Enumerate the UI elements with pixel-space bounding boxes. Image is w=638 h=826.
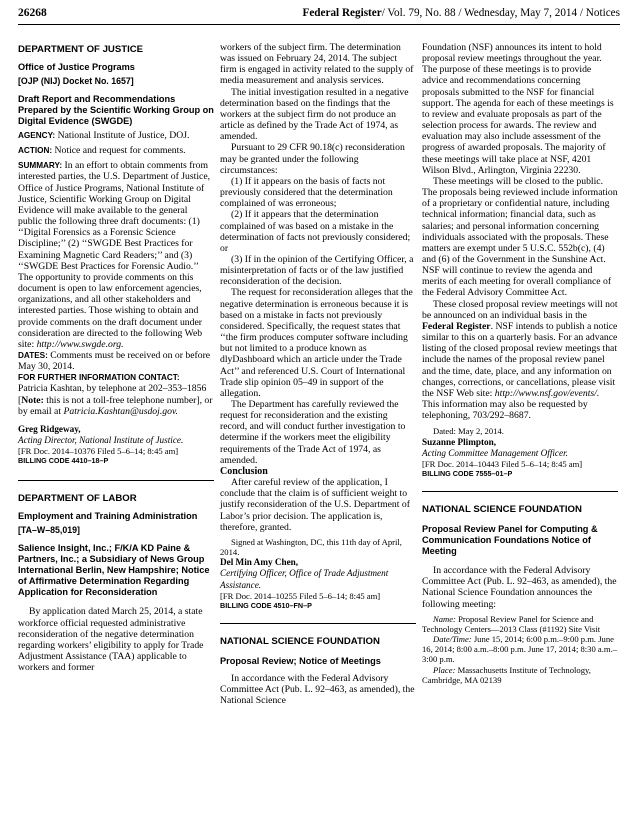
- signer-title: Certifying Officer, Office of Trade Adjustment Assistance.: [220, 568, 389, 590]
- contact-label: FOR FURTHER INFORMATION CONTACT:: [18, 373, 180, 383]
- office-heading: Office of Justice Programs: [18, 62, 135, 72]
- office-heading-2: Employment and Training Administration: [18, 511, 198, 522]
- section-divider: [18, 480, 214, 481]
- summary-url: http://www.swgde.org.: [36, 338, 124, 350]
- contact-field: [18, 372, 214, 417]
- body-paragraph: By application dated March 25, 2014, a state workforce official requested administrative reconsideration of the negative determination regarding workers’ eligibility to apply for Trade Adjustment Assistance (TAA) applicable to workers and former: [18, 606, 204, 674]
- contact-text-1: Patricia Kashtan, by telephone at 202–353–1856 [: [18, 383, 207, 406]
- datetime-field: [422, 634, 618, 665]
- page-number: 26268: [18, 7, 47, 19]
- agency-field: [18, 130, 214, 141]
- place-text: Massachusetts Institute of Technology, Cambridge, MA 02139: [422, 664, 591, 685]
- name-label: Name:: [433, 613, 456, 624]
- nsf-events-url: http://www.nsf.gov/events/.: [494, 387, 600, 399]
- paragraph: After careful review of the application, I conclude that the claim is of sufficient weight to justify reconsideration of the U.S. Department of Labor’s prior decision. The application is, therefore, granted.: [220, 477, 410, 533]
- docket-number: [OJP (NIJ) Docket No. 1657]: [18, 76, 134, 86]
- notice-title-4: Proposal Review Panel for Computing & Communication Foundations Notice of Meeting: [422, 524, 598, 557]
- billing-code: BILLING CODE 7555–01–P: [422, 469, 513, 479]
- section-divider: [422, 491, 618, 492]
- fr-doc: [FR Doc. 2014–10255 Filed 5–6–14; 8:45 am]: [220, 590, 381, 601]
- agency-heading-2: DEPARTMENT OF LABOR: [18, 493, 137, 505]
- datetime-label: Date/Time:: [433, 634, 472, 645]
- header-rule: [18, 24, 620, 25]
- text-run: This information may also be requested by telephoning, 703/292–8687.: [422, 399, 588, 422]
- summary-label: SUMMARY:: [18, 161, 63, 171]
- docket-number-2: [TA–W–85,019]: [18, 525, 80, 536]
- paragraph: In accordance with the Federal Advisory Committee Act (Pub. L. 92–463, as amended), the National Science Foundation announces the following meeting:: [422, 565, 617, 610]
- summary-field: [18, 160, 214, 350]
- paragraph: (2) If it appears that the determination complained of was based on a mistake in the determination of facts not previously considered; or: [220, 209, 411, 254]
- signer-name: Greg Ridgeway,: [18, 423, 81, 434]
- text-run: . NSF intends to publish a notice similar to this on a quarterly basis. For an advance listing of the closed proposal review meetings that include the names of the proposal review panel and the time, date, place, and any information on changes, corrections, or cancellations, please visit the NSF Web site:: [422, 320, 618, 399]
- notice-title-2: Salience Insight, Inc.; F/K/A KD Paine & Partners, Inc.; a Subsidiary of News Group International Berlin, New Hampshire; Notice of Affirmative Determination Regarding Application for Reconsideration: [18, 543, 210, 598]
- action-field: [18, 145, 214, 156]
- conclusion-heading: Conclusion: [220, 465, 268, 477]
- contact-text-2: this is not a toll-free telephone number], or by email at: [18, 394, 213, 417]
- agency-heading-3: NATIONAL SCIENCE FOUNDATION: [220, 635, 380, 647]
- signer-title: Acting Director, National Institute of Justice.: [18, 435, 184, 446]
- paragraph: The request for reconsideration alleges that the negative determination is erroneous because it is based on a mistake in facts not previously considered. Specifically, the request states that ‘‘the firm produces computer software including but not limited to a produce known as dlyDashboard which an article under the Trade Act’’ and referenced U.S. Court of International Trade slip opinion 05–49 in support of the allegation.: [220, 287, 413, 399]
- signer-name: Suzanne Plimpton,: [422, 436, 497, 447]
- action-text: Notice and request for comments.: [54, 145, 186, 157]
- agency-label: AGENCY:: [18, 131, 56, 140]
- name-field: [422, 614, 618, 634]
- text-run: These closed proposal review meetings will not be announced on an individual basis in the: [422, 298, 618, 321]
- publication-line: [303, 7, 621, 19]
- dates-text: Comments must be received on or before May 30, 2014.: [18, 349, 211, 373]
- summary-text: In an effort to obtain comments from interested parties, the U.S. Department of Justice, Office of Justice Programs, National Institute of Justice, Scientific Working Group on Digital Evidence will make available to the general public the following three draft documents: (1) ‘‘Digital Forensics as a Forensic Science Discipline;’’ (2) ‘‘SWGDE Best Practices for Examining Magnetic Card Readers;’’ and (3) ‘‘SWGDE Best Practices for Forensic Audio.’’ The opportunity to provide comments on this document is open to law enforcement agencies, organizations, and all other stakeholders and interested parties. Those wishing to obtain and provide comments on the draft document under consideration are directed to the following Web site:: [18, 160, 211, 350]
- paragraph: The initial investigation resulted in a negative determination based on the findings that the workers at the subject firm do not produce an article as defined by the Trade Act of 1974, as amended.: [220, 86, 409, 143]
- paragraph: Pursuant to 29 CFR 90.18(c) reconsideration may be granted under the following circumstances:: [220, 142, 405, 176]
- section-divider: [220, 623, 416, 624]
- name-text: Proposal Review Panel for Science and Technology Centers—2013 Class (#1192) Site Visit: [422, 613, 601, 634]
- column-1: [18, 44, 214, 673]
- fr-doc: [FR Doc. 2014–10376 Filed 5–6–14; 8:45 am]: [18, 446, 179, 457]
- agency-heading-4: NATIONAL SCIENCE FOUNDATION: [422, 504, 582, 516]
- paragraph: These meetings will be closed to the public. The proposals being reviewed include information of a proprietary or confidential nature, including technical information; financial data, such as salaries; and personal information concerning individuals associated with the proposals. These matters are exempt under 5 U.S.C. 552b(c), (4) and (6) of the Government in the Sunshine Act. NSF will continue to review the agenda and merits of each meeting for overall compliance of the Federal Advisory Committee Act.: [422, 175, 618, 299]
- fr-doc: [FR Doc. 2014–10443 Filed 5–6–14; 8:45 am]: [422, 458, 583, 469]
- paragraph: workers of the subject firm. The determination was issued on February 24, 2014. The subject firm is engaged in activity related to the supply of media measurement and analysis services.: [220, 42, 414, 87]
- billing-code: BILLING CODE 4410–18–P: [18, 456, 109, 466]
- paragraph: (1) If it appears on the basis of facts not previously considered that the determination complained of was erroneous;: [220, 175, 393, 210]
- dates-label: DATES:: [18, 350, 48, 360]
- agency-text: National Institute of Justice, DOJ.: [57, 130, 190, 141]
- place-field: [422, 665, 618, 685]
- agency-heading: DEPARTMENT OF JUSTICE: [18, 44, 144, 55]
- paragraph: The Department has carefully reviewed the request for reconsideration and the existing record, and will conduct further investigation to determine if the workers meet the eligibility requirements of the Trade Act of 1974, as amended.: [220, 399, 406, 466]
- paragraph: In accordance with the Federal Advisory Committee Act (Pub. L. 92–463, as amended), the National Science: [220, 672, 415, 707]
- page-header: [18, 7, 620, 23]
- notice-title: Draft Report and Recommendations Prepared by the Scientific Working Group on Digital Evidence (SWGDE): [18, 94, 214, 126]
- signer-title: Acting Committee Management Officer.: [422, 447, 568, 458]
- billing-code: BILLING CODE 4510–FN–P: [220, 600, 312, 610]
- action-label: ACTION:: [18, 146, 53, 156]
- publication-name: Federal Register: [302, 7, 382, 19]
- paragraph: [422, 299, 618, 422]
- paragraph: (3) If in the opinion of the Certifying Officer, a misinterpretation of facts or of the law justified reconsideration of the decision.: [220, 253, 414, 288]
- dates-field: [18, 350, 214, 372]
- issue-info: / Vol. 79, No. 88 / Wednesday, May 7, 2014 / Notices: [381, 7, 620, 19]
- signer-name: Del Min Amy Chen,: [220, 557, 299, 568]
- federal-register-name: Federal Register: [422, 320, 491, 332]
- column-3: [422, 42, 618, 685]
- paragraph: Foundation (NSF) announces its intent to hold proposal review meetings throughout the year. The purpose of these meetings is to provide advice and recommendations concerning proposals submitted to the NSF for financial support. The agenda for each of these meetings is to review and evaluate proposals as part of the selection process for awards. The review and evaluation may also include assessment of the progress of awarded proposals. The majority of these meetings will take place at NSF, 4201 Wilson Blvd., Arlington, Virginia 22230.: [422, 42, 614, 176]
- place-label: Place:: [433, 664, 456, 675]
- contact-email: Patricia.Kashtan@usdoj.gov.: [63, 405, 178, 417]
- contact-note-label: Note:: [21, 394, 44, 406]
- notice-title-3: Proposal Review; Notice of Meetings: [220, 655, 381, 666]
- dated-line: Dated: May 2, 2014.: [433, 426, 504, 437]
- signed-line: Signed at Washington, DC, this 11th day of April, 2014.: [220, 536, 402, 558]
- datetime-text: June 15, 2014; 6:00 p.m.–9:00 p.m. June 16, 2014; 8:00 a.m.–8:00 p.m. June 17, 2014; 8:30 a.m.–3:00 p.m.: [422, 634, 618, 665]
- column-2: [220, 42, 416, 706]
